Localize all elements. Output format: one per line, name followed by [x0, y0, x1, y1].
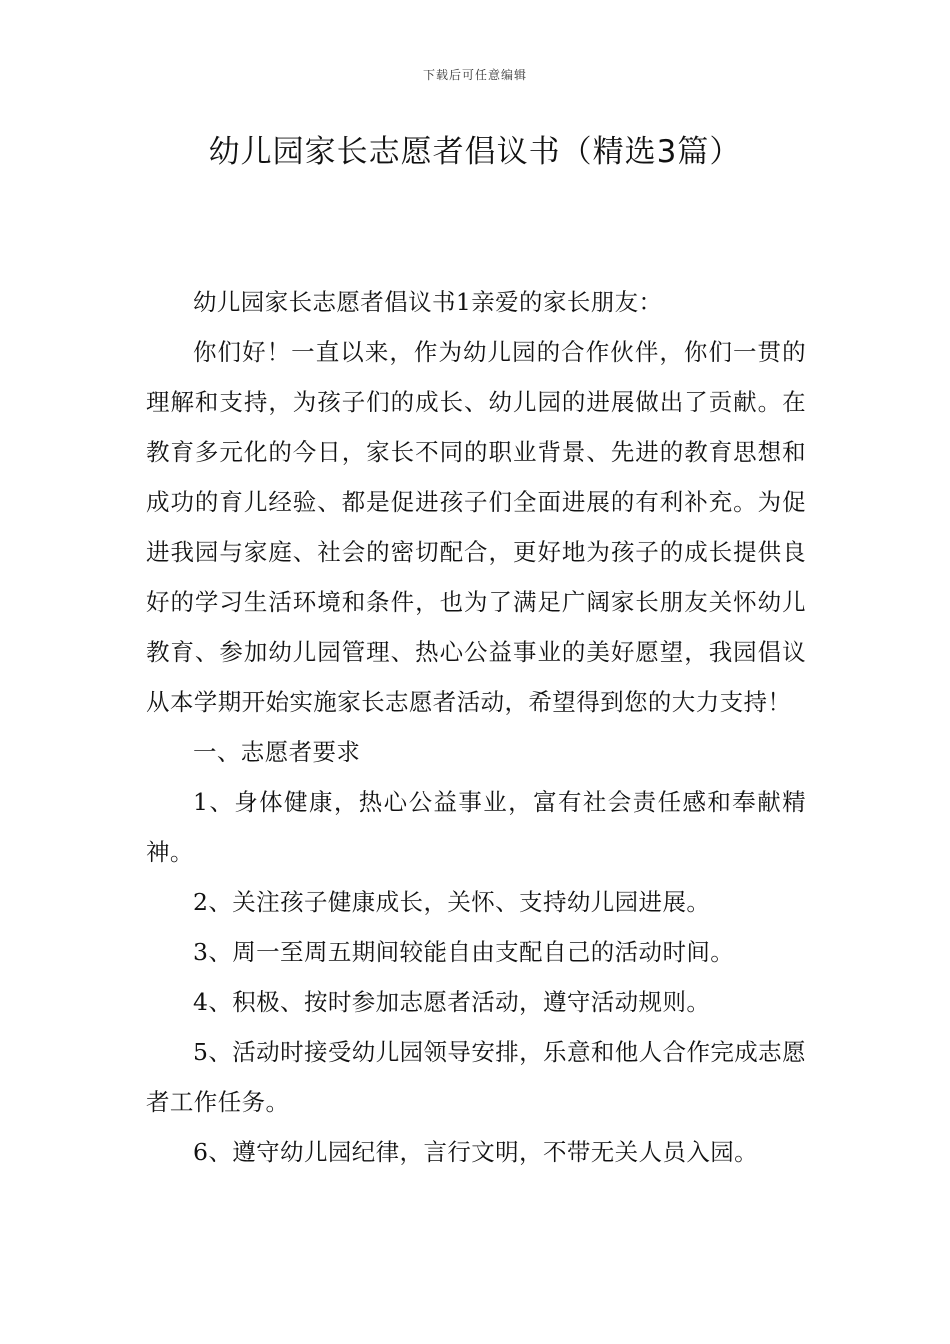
document-title: 幼儿园家长志愿者倡议书（精选3篇） [208, 134, 742, 170]
document-body [146, 277, 806, 1177]
requirement-item-4: 4、积极、按时参加志愿者活动，遵守活动规则。 [193, 988, 711, 1016]
requirement-item-1: 1、身体健康，热心公益事业，富有社会责任感和奉献精神。 [146, 788, 806, 866]
requirement-item-5: 5、活动时接受幼儿园领导安排，乐意和他人合作完成志愿者工作任务。 [146, 1038, 806, 1116]
requirement-item-2: 2、关注孩子健康成长，关怀、支持幼儿园进展。 [193, 888, 711, 916]
paragraph-intro: 你们好！一直以来，作为幼儿园的合作伙伴，你们一贯的理解和支持，为孩子们的成长、幼儿园的进展做出了贡献。在教育多元化的今日，家长不同的职业背景、先进的教育思想和成功的育儿经验、都是促进孩子们全面进展的有利补充。为促进我园与家庭、社会的密切配合，更好地为孩子的成长提供良好的学习生活环境和条件，也为了满足广阔家长朋友关怀幼儿教育、参加幼儿园管理、热心公益事业的美好愿望，我园倡议从本学期开始实施家长志愿者活动，希望得到您的大力支持！ [146, 338, 806, 716]
header-note: 下载后可任意编辑 [422, 68, 527, 82]
paragraph-salutation: 幼儿园家长志愿者倡议书1亲爱的家长朋友： [193, 288, 663, 316]
requirement-item-3: 3、周一至周五期间较能自由支配自己的活动时间。 [193, 938, 735, 966]
section-heading-requirements: 一、志愿者要求 [193, 738, 361, 766]
requirement-item-6: 6、遵守幼儿园纪律，言行文明，不带无关人员入园。 [193, 1138, 759, 1166]
